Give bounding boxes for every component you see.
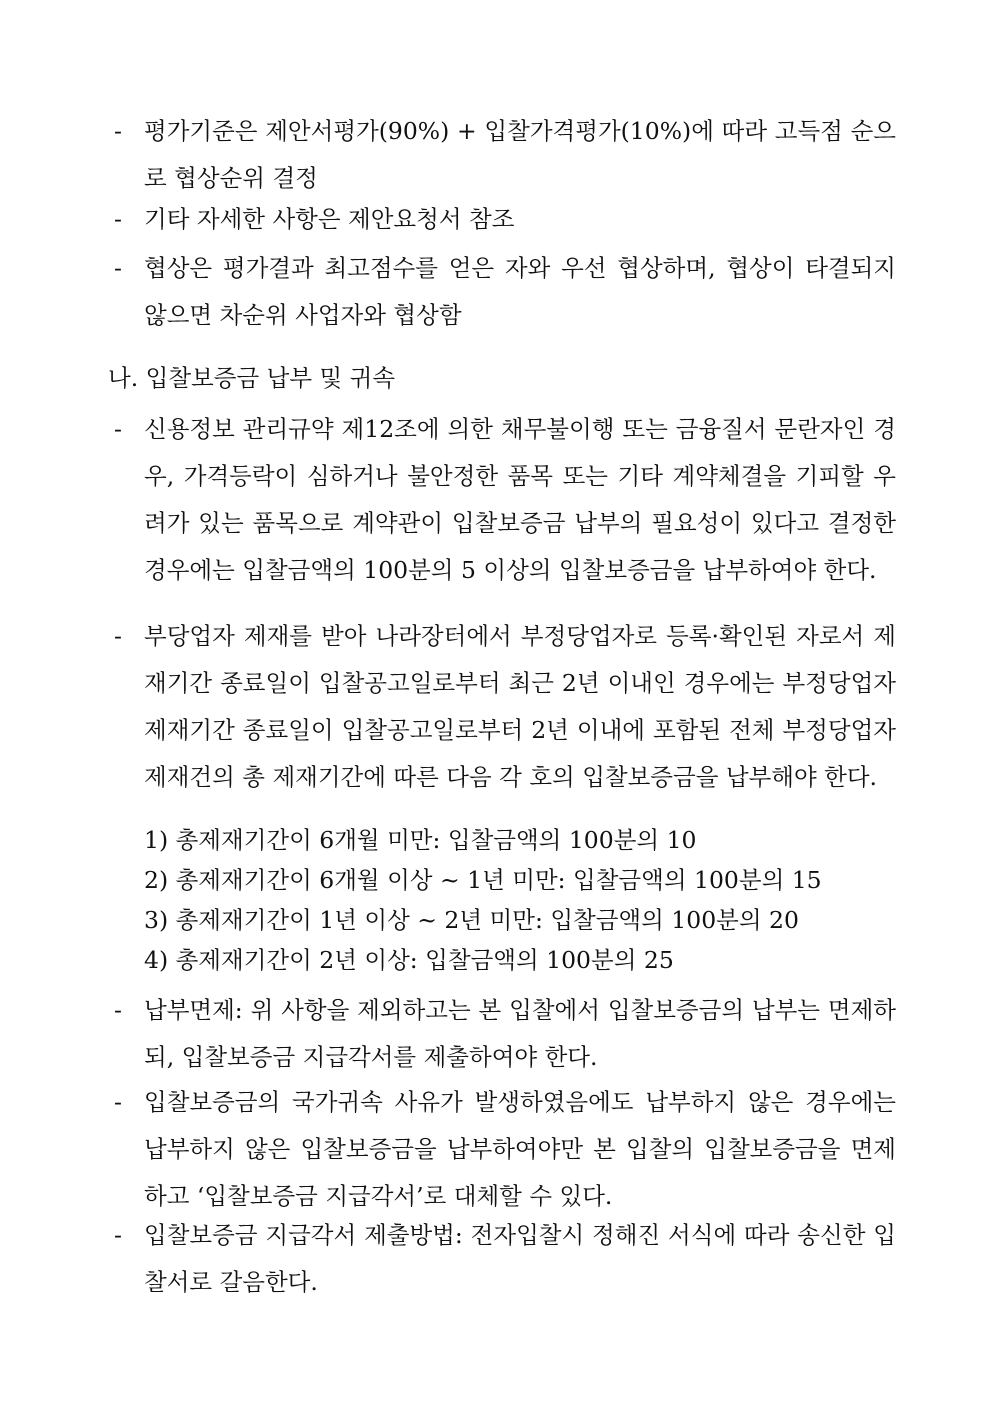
section-heading: 나. 입찰보증금 납부 및 귀속 xyxy=(108,364,396,392)
bullet-negotiation xyxy=(114,245,896,339)
bullet-dash: - xyxy=(114,415,122,443)
bullet-text: 부당업자 제재를 받아 나라장터에서 부정당업자로 등록·확인된 자로서 제재기간 종료일이 입찰공고일로부터 최근 2년 이내인 경우에는 부정당업자 제재기간 종료일이 입찰공고일로부터 2년 이내에 포함된 전체 부정당업자 제재건의 총 제재기간에 따른 다음 각 호의 입찰보증금을 납부해야 한다. xyxy=(144,622,896,791)
bullet-credit-default xyxy=(114,406,896,594)
bullet-sanctioned-bidder xyxy=(114,613,896,801)
bullet-dash: - xyxy=(114,254,122,282)
bullet-text: 평가기준은 제안서평가(90%) + 입찰가격평가(10%)에 따라 고득점 순으로 협상순위 결정 xyxy=(144,117,896,192)
bullet-text: 협상은 평가결과 최고점수를 얻은 자와 우선 협상하며, 협상이 타결되지 않으면 차순위 사업자와 협상함 xyxy=(144,254,896,329)
sub-item-3: 3) 총제재기간이 1년 이상 ~ 2년 미만: 입찰금액의 100분의 20 xyxy=(144,906,799,934)
bullet-exemption xyxy=(114,987,896,1081)
bullet-dash: - xyxy=(114,205,122,233)
bullet-dash: - xyxy=(114,117,122,145)
bullet-other-details xyxy=(114,196,896,243)
bullet-dash: - xyxy=(114,1221,122,1249)
bullet-evaluation-criteria xyxy=(114,108,896,202)
bullet-dash: - xyxy=(114,622,122,650)
sub-item-2: 2) 총제재기간이 6개월 이상 ~ 1년 미만: 입찰금액의 100분의 15 xyxy=(144,866,822,894)
sub-item-1: 1) 총제재기간이 6개월 미만: 입찰금액의 100분의 10 xyxy=(144,826,697,854)
bullet-forfeiture xyxy=(114,1079,896,1220)
bullet-text: 납부면제: 위 사항을 제외하고는 본 입찰에서 입찰보증금의 납부는 면제하되, 입찰보증금 지급각서를 제출하여야 한다. xyxy=(144,996,896,1071)
bullet-text: 기타 자세한 사항은 제안요청서 참조 xyxy=(144,205,515,233)
bullet-dash: - xyxy=(114,996,122,1024)
bullet-text: 입찰보증금 지급각서 제출방법: 전자입찰시 정해진 서식에 따라 송신한 입찰서로 갈음한다. xyxy=(144,1221,896,1296)
bullet-text: 신용정보 관리규약 제12조에 의한 채무불이행 또는 금융질서 문란자인 경우, 가격등락이 심하거나 불안정한 품목 또는 기타 계약체결을 기피할 우려가 있는 품목으로 계약관이 입찰보증금 납부의 필요성이 있다고 결정한 경우에는 입찰금액의 100분의 5 이상의 입찰보증금을 납부하여야 한다. xyxy=(144,415,896,584)
bullet-text: 입찰보증금의 국가귀속 사유가 발생하였음에도 납부하지 않은 경우에는 납부하지 않은 입찰보증금을 납부하여야만 본 입찰의 입찰보증금을 면제하고 ‘입찰보증금 지급각서’로 대체할 수 있다. xyxy=(144,1088,896,1210)
sub-item-4: 4) 총제재기간이 2년 이상: 입찰금액의 100분의 25 xyxy=(144,946,674,974)
bullet-submission-method xyxy=(114,1212,896,1306)
bullet-dash: - xyxy=(114,1088,122,1116)
